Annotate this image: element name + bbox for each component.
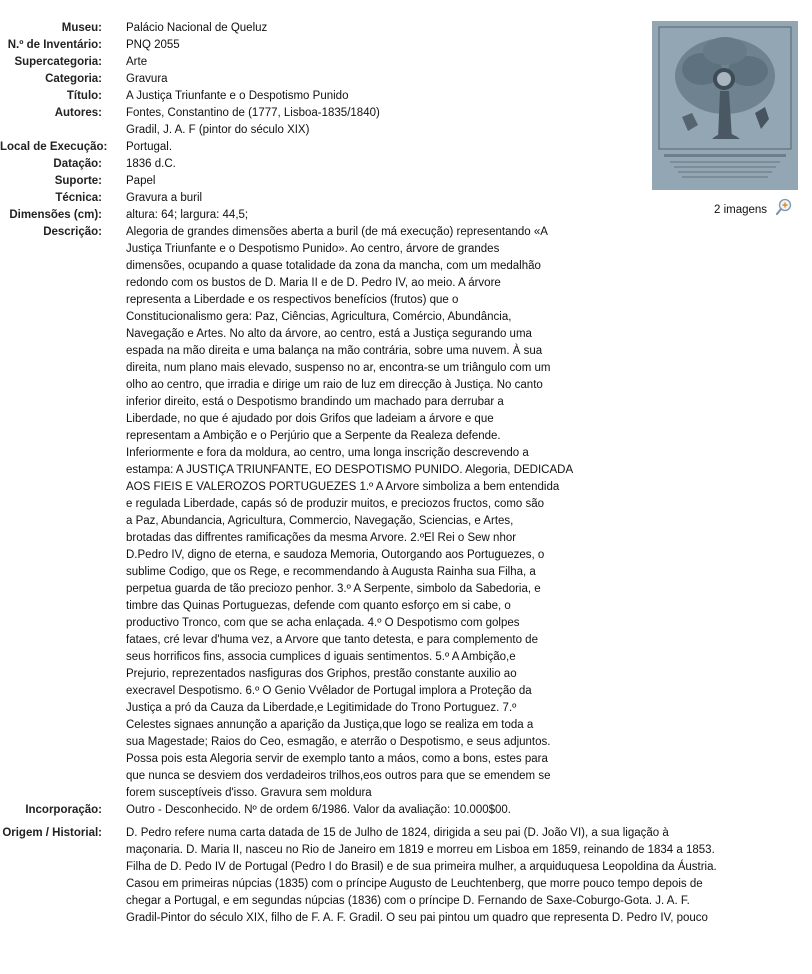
- text-line: perpetua guarda de tão preciozo penhor. 3.º A Serpente, simbolo da Sabedoria, e: [126, 583, 541, 595]
- field-value-line: Gravura a buril: [126, 192, 203, 204]
- field-value: [126, 173, 594, 190]
- field-value-line: Gravura: [126, 73, 168, 85]
- field-label: Título:: [66, 90, 102, 102]
- field-row: [0, 190, 812, 207]
- field-value: [126, 190, 594, 207]
- text-line: redondo com os bustos de D. Maria II e de D. Pedro IV, ao meio. A árvore: [126, 277, 501, 289]
- text-line: representam a Ambição e o Perjúrio que a Serpente da Realeza defende.: [126, 430, 501, 442]
- field-label: Categoria:: [45, 73, 102, 85]
- text-line: que nunca se desviem dos verdadeiros trilhos,eos outros para que se emendem se: [126, 770, 551, 782]
- text-line: seus horrificos fins, associa cumplices d iguais sentimentos. 5.º A Ambição,e: [126, 651, 516, 663]
- text-line: Inferiormente e fora da moldura, ao centro, uma longa inscrição descrevendo a: [126, 447, 529, 459]
- field-row-descricao: [0, 224, 812, 802]
- text-line: Filha de D. Pedo IV de Portugal (Pedro I do Brasil) e de sua primeira mulher, a arquiduquesa Leopoldina da Áustria.: [126, 861, 717, 873]
- history-text: [126, 825, 766, 927]
- text-line: representa a Liberdade e os respectivos benefícios (frutos) que o: [126, 294, 459, 306]
- field-value-line: 1836 d.C.: [126, 158, 176, 170]
- field-label: Origem / Historial:: [2, 827, 102, 839]
- field-value-line: Gradil, J. A. F (pintor do século XIX): [126, 124, 310, 136]
- text-line: timbre das Quinas Portuguezas, defende com quanto esforço em si cabe, o: [126, 600, 511, 612]
- field-value: [126, 156, 594, 173]
- field-value: [126, 105, 594, 139]
- field-value: Outro - Desconhecido. Nº de ordem 6/1986. Valor da avaliação: 10.000$00.: [126, 804, 512, 816]
- field-value-line: Portugal.: [126, 141, 173, 153]
- field-value-line: Papel: [126, 175, 156, 187]
- artwork-thumbnail[interactable]: [652, 21, 798, 190]
- text-line: Alegoria de grandes dimensões aberta a buril (de má execução) representando «A: [126, 226, 548, 238]
- text-line: direita, num plano mais elevado, suspenso no ar, encontra-se um triângulo com um: [126, 362, 551, 374]
- description-text: [126, 224, 594, 802]
- text-line: chegar a Portugal, e em segundas núpcias (1836) com o príncipe D. Fernando de Saxe-Coburgo-Gota. J. A. F.: [126, 895, 690, 907]
- text-line: AOS FIEIS E VALEROZOS PORTUGUEZES 1.º A Arvore simboliza a bem entendida: [126, 481, 560, 493]
- field-label: Museu:: [61, 22, 102, 34]
- text-line: estampa: A JUSTIÇA TRIUNFANTE, EO DESPOTISMO PUNIDO. Alegoria, DEDICADA: [126, 464, 574, 476]
- field-label: Dimensões (cm):: [9, 209, 102, 221]
- text-line: productivo Tronco, com que se acha enlaçada. 4.º O Despotismo com golpes: [126, 617, 520, 629]
- field-value-line: A Justiça Triunfante e o Despotismo Punido: [126, 90, 349, 102]
- text-line: Justiça Triunfante e o Despotismo Punido». Ao centro, árvore de grandes: [126, 243, 500, 255]
- field-label: Supercategoria:: [14, 56, 102, 68]
- field-label: N.º de Inventário:: [7, 39, 102, 51]
- field-value-line: Arte: [126, 56, 148, 68]
- magnifier-plus-icon[interactable]: [775, 198, 793, 222]
- field-row-origem: [0, 825, 812, 927]
- text-line: olho ao centro, que irradia e dirige um raio de luz em direcção à Justiça. No canto: [126, 379, 543, 391]
- field-label: Autores:: [54, 107, 102, 119]
- field-value: [126, 54, 594, 71]
- field-value: [126, 139, 594, 156]
- text-line: inferior direito, está o Despotismo brandindo um machado para derrubar a: [126, 396, 504, 408]
- field-label: Técnica:: [55, 192, 102, 204]
- field-label: Local de Execução:: [0, 141, 108, 153]
- text-line: Justiça a pró da Cauza da Liberdade,e Legitimidade do Trono Portuguez. 7.º: [126, 702, 517, 714]
- text-line: Navegação e Artes. No alto da árvore, ao centro, está a Justiça segurando uma: [126, 328, 532, 340]
- text-line: execravel Despotismo. 6.º O Genio Vvêlador de Portugal implora a Proteção da: [126, 685, 532, 697]
- text-line: Casou em primeiras núpcias (1835) com o príncipe Augusto de Leuchtenberg, que morre pouco tempo depois de: [126, 878, 703, 890]
- field-label: Descrição:: [43, 226, 102, 238]
- text-line: sua Magestade; Raios do Ceo, esmagão, e aterrão o Despotismo, e seus adjuntos.: [126, 736, 551, 748]
- field-label: Datação:: [53, 158, 102, 170]
- text-line: espada na mão direita e uma balança na mão contrária, sobre uma nuvem. À sua: [126, 345, 543, 357]
- engraving-image: [652, 21, 798, 190]
- text-line: a Paz, Abundancia, Agricultura, Commercio, Navegação, Sciencias, e Artes,: [126, 515, 514, 527]
- field-label: Incorporação:: [25, 804, 102, 816]
- text-line: forem susceptíveis d'isso. Gravura sem moldura: [126, 787, 372, 799]
- field-row-incorporacao: [0, 802, 812, 819]
- field-value-line: Palácio Nacional de Queluz: [126, 22, 268, 34]
- image-count-link[interactable]: [714, 198, 793, 222]
- field-value-line: altura: 64; largura: 44,5;: [126, 209, 249, 221]
- text-line: sublime Codigo, que os Rege, e recommendando à Augusta Rainha sua Filha, a: [126, 566, 536, 578]
- image-count-label: 2 imagens: [714, 203, 768, 216]
- text-line: dimensões, ocupando a quase totalidade da zona da mancha, com um medalhão: [126, 260, 541, 272]
- field-value: [126, 20, 594, 37]
- field-value-line: PNQ 2055: [126, 39, 180, 51]
- field-value: [126, 37, 594, 54]
- field-value: [126, 88, 594, 105]
- text-line: D. Pedro refere numa carta datada de 15 de Julho de 1824, dirigida a seu pai (D. João VI), a sua ligação à: [126, 827, 669, 839]
- text-line: e regulada Liberdade, capás só de produzir muitos, e preciozos fructos, como são: [126, 498, 545, 510]
- text-line: D.Pedro IV, digno de eterna, e saudoza Memoria, Outorgando aos Portuguezes, o: [126, 549, 545, 561]
- text-line: Gradil-Pintor do século XIX, filho de F. A. F. Gradil. O seu pai pintou um quadro que representa D. Pedro IV, pouco: [126, 912, 708, 924]
- text-line: Celestes signaes annunção a aparição da Justiça,que logo se realiza em toda a: [126, 719, 534, 731]
- text-line: Constitucionalismo gera: Paz, Ciências, Agricultura, Comércio, Abundância,: [126, 311, 512, 323]
- text-line: fataes, cré levar d'huma vez, a Arvore que tanto detesta, e para complemento de: [126, 634, 538, 646]
- field-label: Suporte:: [54, 175, 102, 187]
- text-line: Liberdade, no que é ajudado por dois Grifos que ladeiam a árvore e que: [126, 413, 494, 425]
- field-value: [126, 71, 594, 88]
- field-value: [126, 207, 594, 224]
- text-line: Prejurio, reprezentados nasfiguras dos Griphos, prestão constante auxilio ao: [126, 668, 517, 680]
- text-line: maçonaria. D. Maria II, nasceu no Rio de Janeiro em 1819 e morreu em Lisboa em 1859, reinando de 1834 a 1853.: [126, 844, 715, 856]
- text-line: Possa pois esta Alegoria servir de exemplo tanto a máos, como a bons, estes para: [126, 753, 548, 765]
- field-row: [0, 207, 812, 224]
- field-value-line: Fontes, Constantino de (1777, Lisboa-1835/1840): [126, 107, 380, 119]
- text-line: brotadas das diffrentes ramificações da mesma Arvore. 2.ºEl Rei o Sew nhor: [126, 532, 517, 544]
